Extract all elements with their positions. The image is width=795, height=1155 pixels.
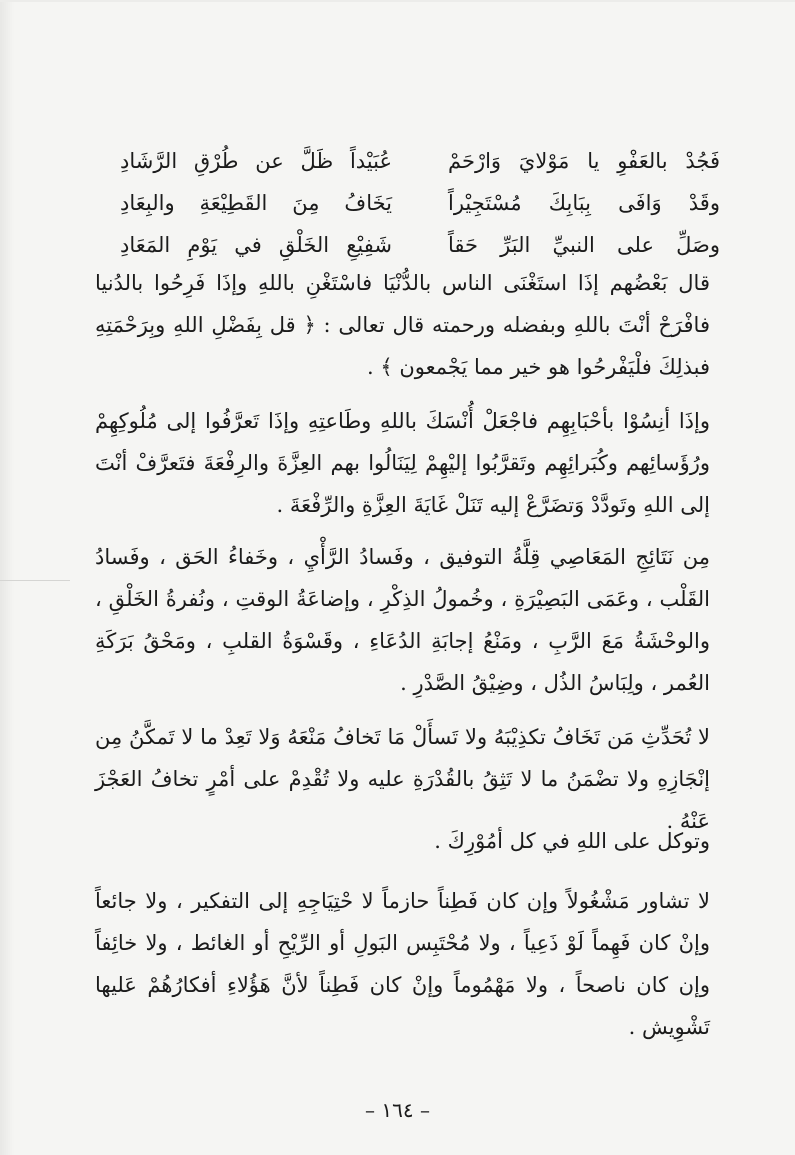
scan-edge-shadow [0,0,14,1155]
paragraph-rejoice-in-god: قال بَعْضُهم إذَا استَغْنَى الناس بالدُّنْيَا فاسْتَغْنِ باللهِ وإذَا فَرِحُوا بالدُنيا فافْرَحْ أنْتَ باللهِ وبفضله ورحمته قال تعالى : ﴿ قل بِفَضْلِ اللهِ وبِرَحْمَتِهِ فبذلِكَ فلْيَفْرحُوا هو خير مما يَجْمعون ﴾ . [95,271,710,379]
paragraph-trust-in-god: وتوكل على اللهِ في كل أمُوْرِكَ . [434,829,710,853]
margin-mark [0,580,70,581]
verse-first-hemistich: وقَدْ وَافَى بِبَابِكَ مُسْتَجِيْراً [448,191,720,215]
poem-block [120,140,720,266]
poem-verse [120,140,720,182]
paragraph-consequences-of-sins: مِن نَتَائِجِ المَعَاصِي قِلَّةُ التوفيق ، وفَسادُ الرَّأْيِ ، وخَفاءُ الحَق ، وفَسادُ القَلْب ، وعَمَى البَصِيْرَةِ ، وخُمولُ الذِكْرِ ، وإضاعَةُ الوقتِ ، ونُفرةُ الخَلْقِ ، والوحْشَةُ مَعَ الرَّبِ ، ومَنْعُ إجابَةِ الدُعَاءِ ، وقَسْوَةُ القلبِ ، ومَحْقُ بَرَكَةِ العُمر ، ولِبَاسُ الذُل ، وضِيْقُ الصَّدْرِ . [95,545,710,695]
poem-verse [120,182,720,224]
verse-second-hemistich: يَخَافُ مِنَ القَطِيْعَةِ والبِعَادِ [120,191,392,215]
verse-second-hemistich: شَفِيْعِ الخَلْقِ في يَوْمِ المَعَادِ [120,233,392,257]
page-number: – ١٦٤ – [365,1098,430,1122]
verse-second-hemistich: عُبَيْداً ظَلَّ عن طُرْقِ الرَّشَادِ [120,149,392,173]
scan-top-edge [0,0,795,2]
paragraph-intimacy-with-god: وإذَا أنِسُوْا بأحْبَابِهِم فاجْعَلْ أُنْسَكَ باللهِ وطَاعتِهِ وإذَا تَعرَّفُوا إلى مُلُوكِهِمْ ورُؤَسائِهم وكُبَرائِهِم وتَقرَّبُوا إليْهِمْ لِيَنَالُوا بهم العِزَّةَ والرِفْعَةَ فتَعرَّفْ أنْتَ إلى اللهِ وتَودَّدْ وَتضَرَّعْ إليه تَنَلْ غَايَةَ العِزَّةِ والرِّفْعَةَ . [95,409,710,517]
poem-verse [120,224,720,266]
paragraph-consultation-advice: لا تشاور مَشْغُولاً وإن كان فَطِناً حازماً لا حْتِيَاجِهِ إلى التفكير ، ولا جائعاً وإنْ كان فَهِماً لَوْ ذَعِياً ، ولا مُحْتَبِس البَولِ أو الرِّيْحِ أو الغائط ، ولا خائِفاً وإن كان ناصحاً ، ولا مَهْمُوماً وإنْ كان فَطِناً لأنَّ هَؤُلاءِ أفكارُهُمْ عَليها تَشْوِيش . [95,889,710,1039]
verse-first-hemistich: فَجُدْ بالعَفْوِ يا مَوْلايَ وَارْحَمْ [448,149,720,173]
verse-first-hemistich: وصَلِّ على النبيِّ البَرِّ حَقاً [448,233,720,257]
paragraph-speech-advice: لا تُحَدِّثِ مَن تَخَافُ تكذِيْبَهُ ولا تَسأَلْ مَا تَخافُ مَنْعَهُ وَلا تَعِدْ ما لا تَمكَّنُ مِن إنْجَازِهِ ولا تضْمَنُ ما لا تَثِقُ بالقُدْرَةِ عليه ولا تُقْدِمْ على أمْرٍ تخافُ العَجْزَ عَنْهُ . [95,725,710,833]
